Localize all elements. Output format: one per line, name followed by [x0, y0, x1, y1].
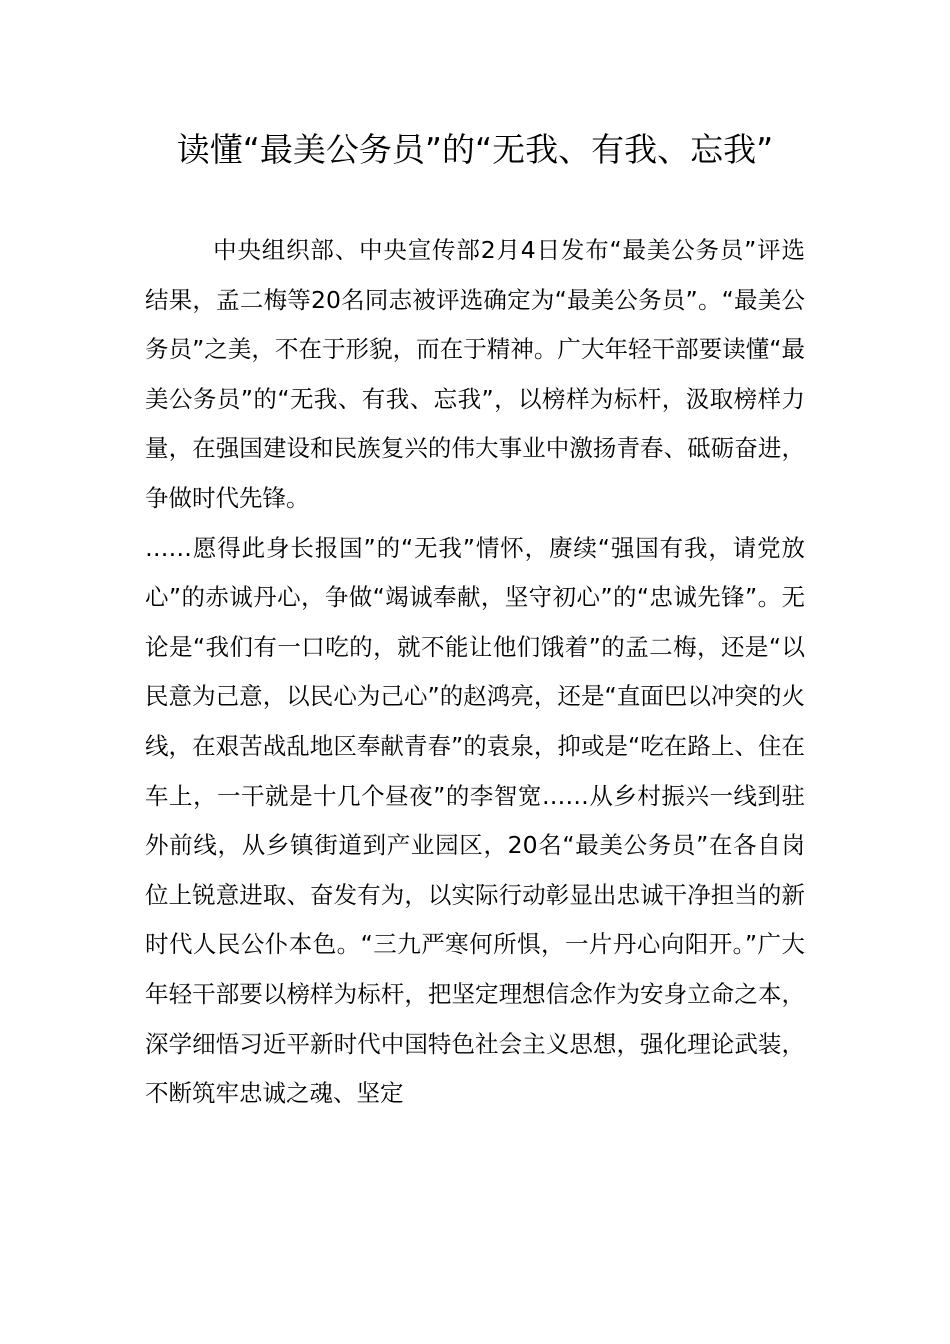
- paragraph-wuwo: ……愿得此身长报国”的“无我”情怀，赓续“强国有我，请党放心”的赤诚丹心，争做“竭诚奉献，坚守初心”的“忠诚先锋”。无论是“我们有一口吃的，就不能让他们饿着”的孟二梅，还是“以民意为己意，以民心为己心”的赵鸿亮，还是“直面巴以冲突的火线，在艰苦战乱地区奉献青春”的袁泉，抑或是“吃在路上、住在车上，一干就是十几个昼夜”的李智宽……从乡村振兴一线到驻外前线，从乡镇街道到产业园区，20名“最美公务员”在各自岗位上锐意进取、奋发有为，以实际行动彰显出忠诚干净担当的新时代人民公仆本色。“三九严寒何所惧，一片丹心向阳开。”广大年轻干部要以榜样为标杆，把坚定理想信念作为安身立命之本，深学细悟习近平新时代中国特色社会主义思想，强化理论武装，不断筑牢忠诚之魂、坚定: [145, 533, 805, 1108]
- document-body: [145, 226, 805, 1119]
- paragraph-intro: 中央组织部、中央宣传部2月4日发布“最美公务员”评选结果，孟二梅等20名同志被评选确定为“最美公务员”。“最美公务员”之美，不在于形貌，而在于精神。广大年轻干部要读懂“最美公务员”的“无我、有我、忘我”，以榜样为标杆，汲取榜样力量，在强国建设和民族复兴的伟大事业中激扬青春、砥砺奋进，争做时代先锋。: [145, 236, 805, 512]
- document-title: 读懂“最美公务员”的“无我、有我、忘我”: [176, 130, 774, 169]
